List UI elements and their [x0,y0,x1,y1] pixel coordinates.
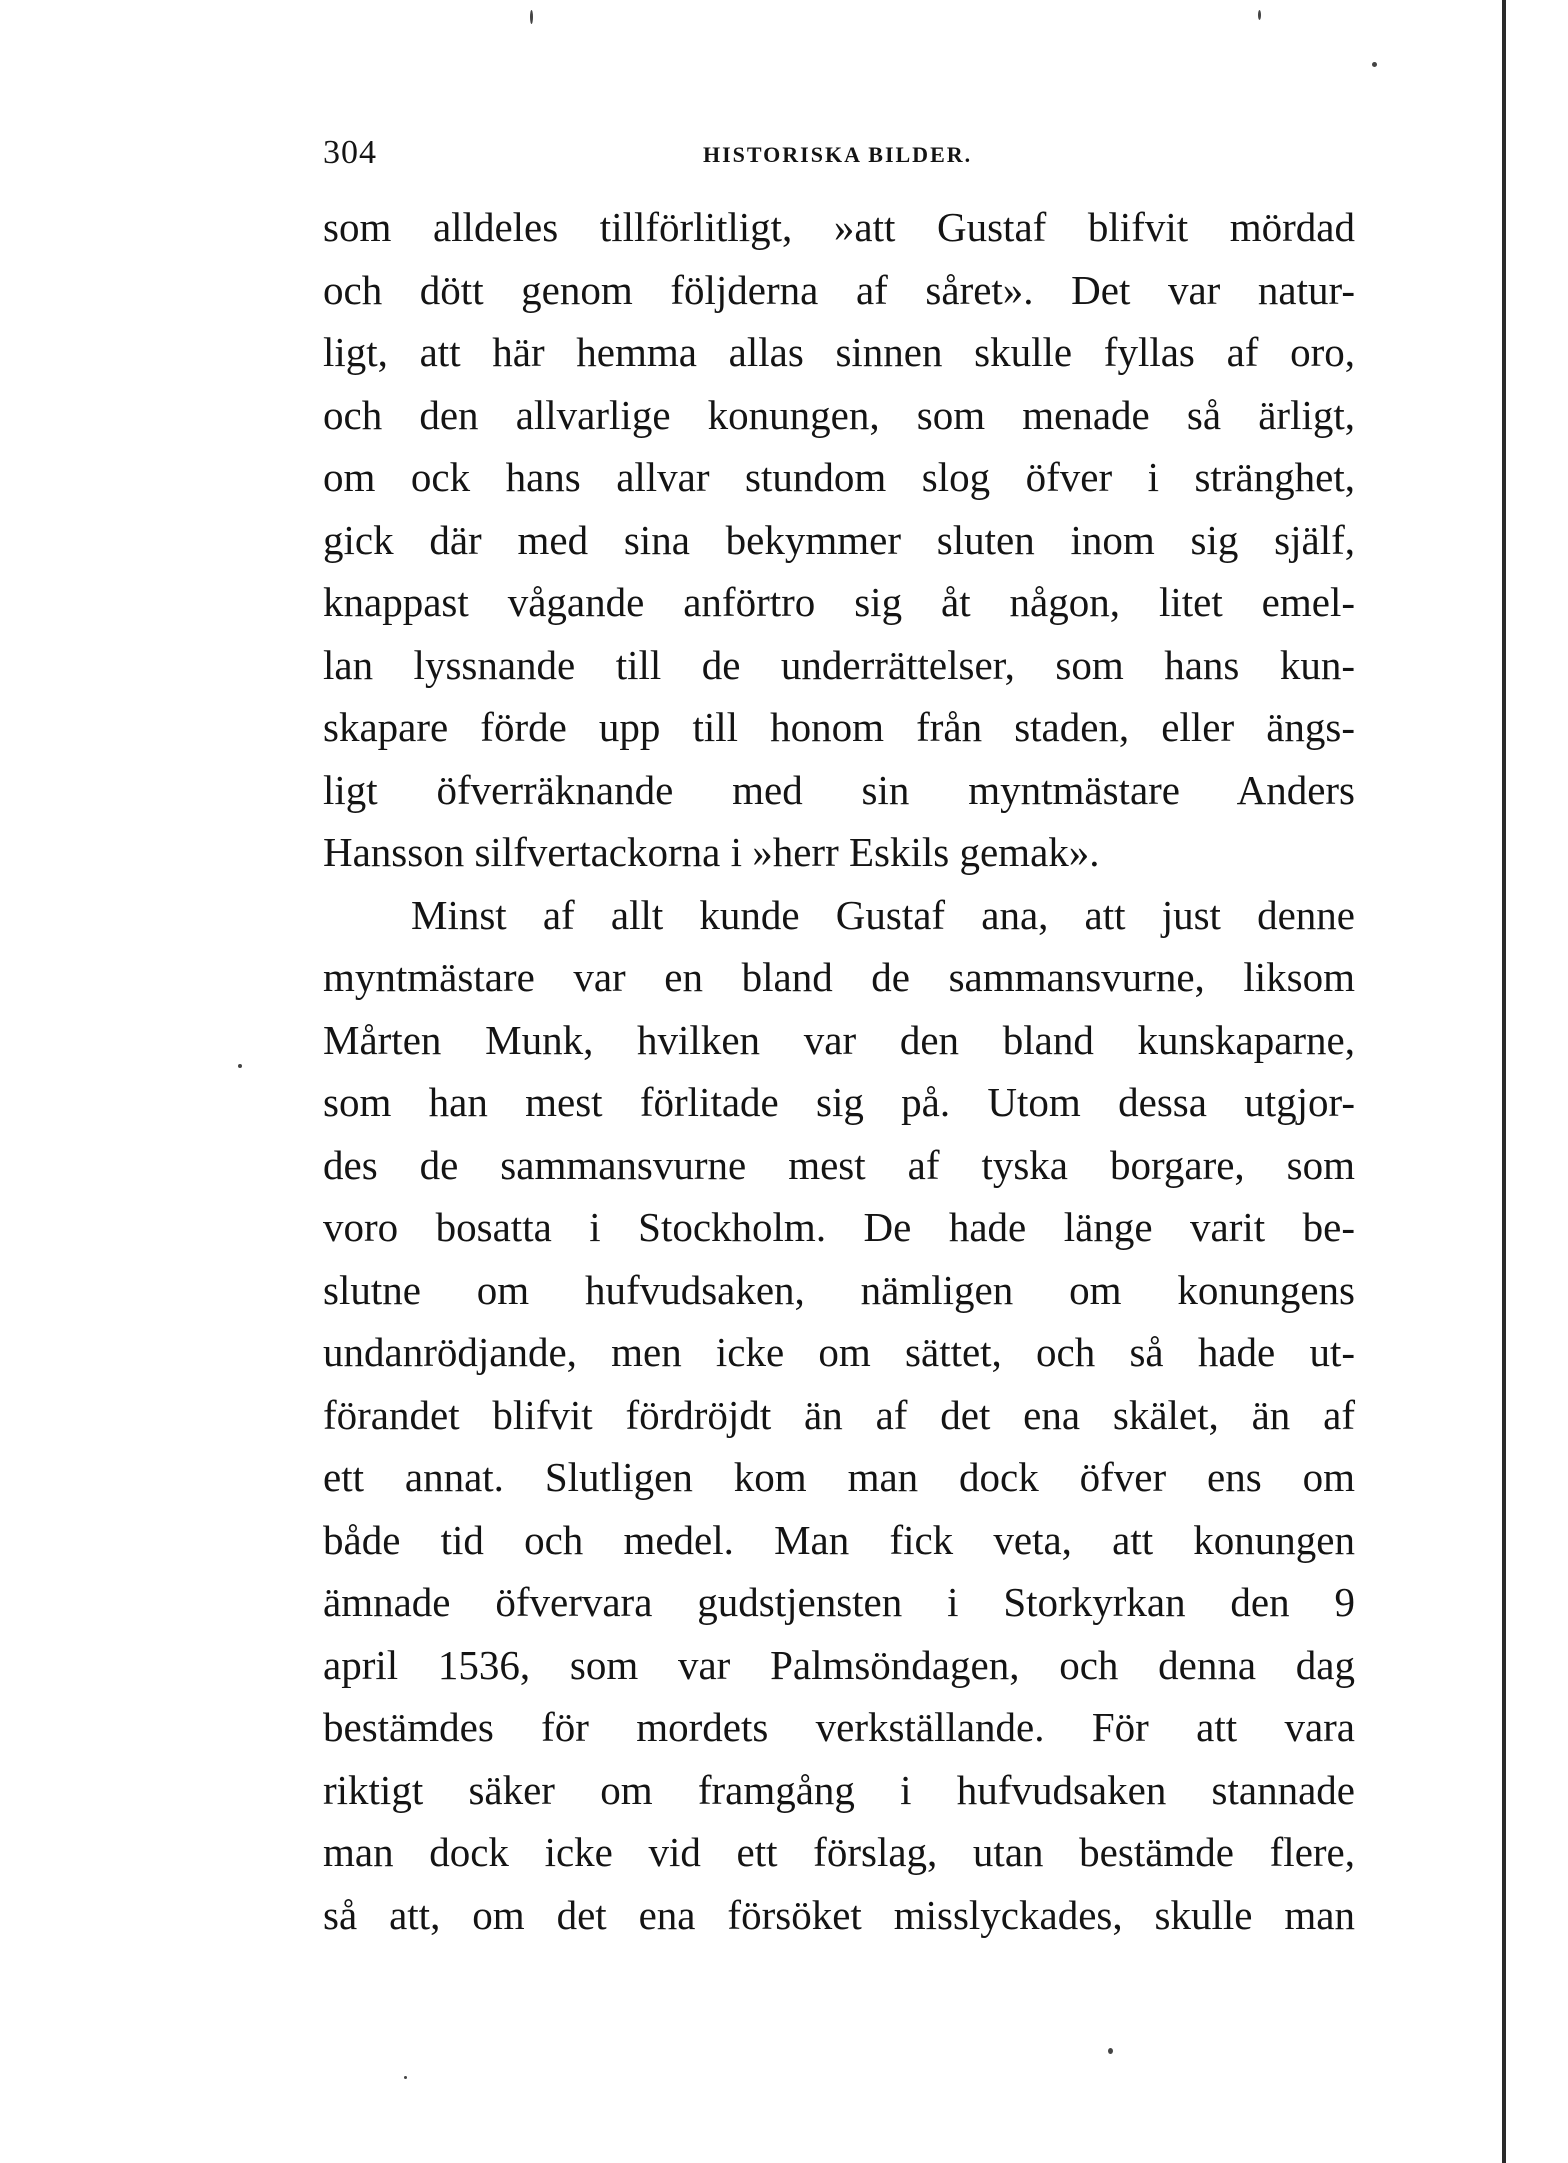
text-line: Minst af allt kunde Gustaf ana, att just denne [411,891,1355,938]
text-line: april 1536, som var Palmsöndagen, och denna dag [323,1641,1355,1688]
text-line: ligt öfverräknande med sin myntmästare Anders [323,766,1355,813]
text-line: Mårten Munk, hvilken var den bland kunskaparne, [323,1016,1355,1063]
text-line: skapare förde upp till honom från staden, eller ängs- [323,704,1355,750]
scan-speck [404,2076,407,2079]
text-line: des de sammansvurne mest af tyska borgare, som [323,1141,1355,1188]
text-line: bestämdes för mordets verkställande. För att vara [323,1704,1355,1750]
text-line: ligt, att här hemma allas sinnen skulle fyllas af oro, [323,329,1355,375]
text-line: ämnade öfvervara gudstjensten i Storkyrkan den 9 [323,1579,1355,1625]
scan-speck [1258,10,1261,20]
text-line: knappast vågande anförtro sig åt någon, litet emel- [323,579,1355,625]
text-line: så att, om det ena försöket misslyckades, skulle man [323,1891,1355,1938]
text-line: och den allvarlige konungen, som menade så ärligt, [323,391,1355,438]
text-line: Hansson silfvertackorna i »herr Eskils gemak». [323,829,1100,875]
scan-speck [1108,2048,1113,2054]
text-line: slutne om hufvudsaken, nämligen om konungens [323,1266,1355,1313]
text-line: om ock hans allvar stundom slog öfver i stränghet, [323,454,1355,500]
text-line: riktigt säker om framgång i hufvudsaken stannade [323,1766,1355,1813]
body-text [323,196,1355,1946]
text-line: voro bosatta i Stockholm. De hade länge varit be- [323,1204,1355,1250]
scan-speck [238,1064,242,1068]
page-edge-shadow [1502,0,1506,2163]
text-line: som han mest förlitade sig på. Utom dessa utgjor- [323,1079,1355,1125]
text-line: och dött genom följderna af såret». Det var natur- [323,266,1355,313]
text-line: förandet blifvit fördröjdt än af det ena skälet, än af [323,1391,1355,1438]
text-line: gick där med sina bekymmer sluten inom sig själf, [323,516,1355,563]
text-line: myntmästare var en bland de sammansvurne, liksom [323,954,1355,1000]
text-line: både tid och medel. Man fick veta, att konungen [323,1516,1355,1563]
text-line: som alldeles tillförlitligt, »att Gustaf blifvit mördad [323,204,1355,250]
text-line: undanrödjande, men icke om sättet, och så hade ut- [323,1329,1355,1375]
scan-speck [1372,62,1377,67]
text-line: lan lyssnande till de underrättelser, som hans kun- [323,641,1355,688]
text-line: ett annat. Slutligen kom man dock öfver ens om [323,1454,1355,1500]
text-line: man dock icke vid ett förslag, utan bestämde flere, [323,1829,1355,1875]
page-number: 304 [323,134,377,171]
scan-speck [530,10,533,24]
page-header [323,128,1355,178]
running-head: HISTORISKA BILDER. [703,142,973,167]
